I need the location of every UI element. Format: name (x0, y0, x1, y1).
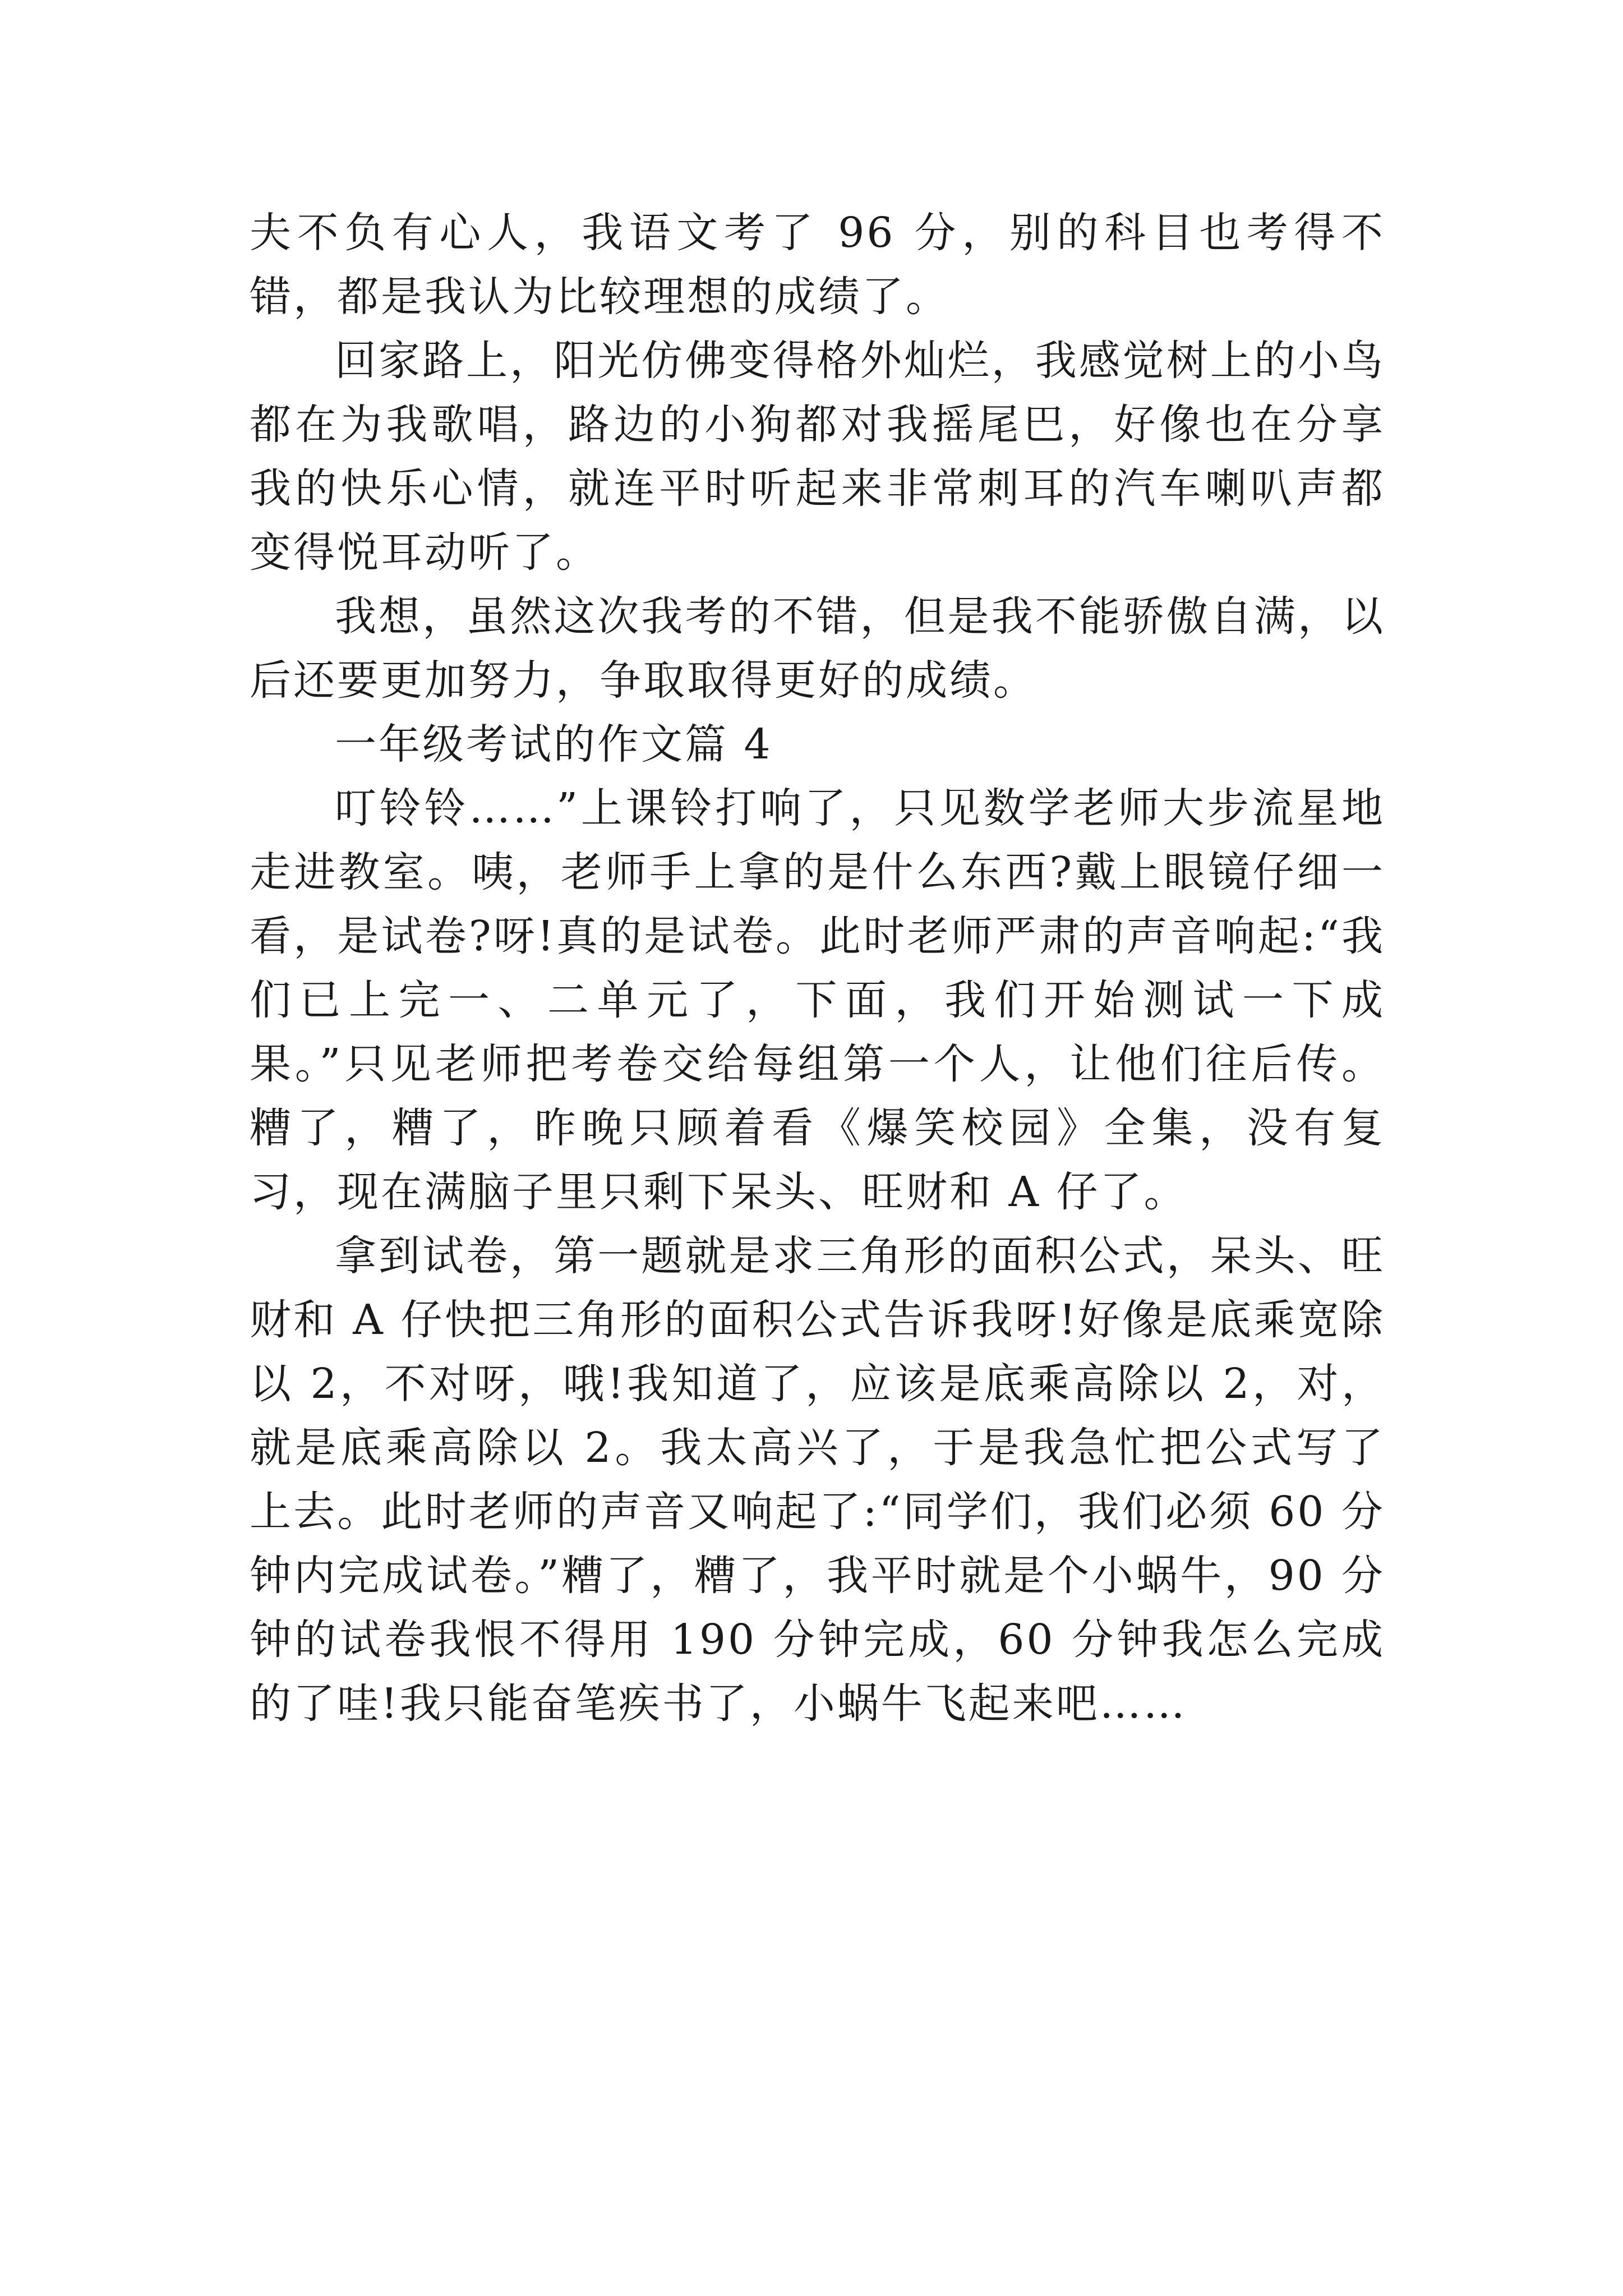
paragraph-5: 拿到试卷，第一题就是求三角形的面积公式，呆头、旺财和 A 仔快把三角形的面积公式告诉我呀!好像是底乘宽除以 2，不对呀，哦!我知道了，应该是底乘高除以 2，对，就是底乘高除以 2。我太高兴了，于是我急忙把公式写了上去。此时老师的声音又响起了:“同学们，我们必须 60 分钟内完成试卷。”糟了，糟了，我平时就是个小蜗牛，90 分钟的试卷我恨不得用 190 分钟完成，60 分钟我怎么完成的了哇!我只能奋笔疾书了，小蜗牛飞起来吧…… (250, 1232, 1385, 1728)
paragraph-2: 回家路上，阳光仿佛变得格外灿烂，我感觉树上的小鸟都在为我歌唱，路边的小狗都对我摇尾巴，好像也在分享我的快乐心情，就连平时听起来非常刺耳的汽车喇叭声都变得悦耳动听了。 (250, 337, 1385, 577)
paragraph-1: 夫不负有心人，我语文考了 96 分，别的科目也考得不错，都是我认为比较理想的成绩了。 (250, 209, 1385, 321)
section-heading: 一年级考试的作文篇 4 (335, 720, 773, 769)
paragraph-4: 叮铃铃……”上课铃打响了，只见数学老师大步流星地走进教室。咦，老师手上拿的是什么东西?戴上眼镜仔细一看，是试卷?呀!真的是试卷。此时老师严肃的声音响起:“我们已上完一、二单元了，下面，我们开始测试一下成果。”只见老师把考卷交给每组第一个人，让他们往后传。糟了，糟了，昨晚只顾着看《爆笑校园》全集，没有复习，现在满脑子里只剩下呆头、旺财和 A 仔了。 (250, 784, 1385, 1216)
document-body (250, 201, 1385, 1736)
paragraph-3: 我想，虽然这次我考的不错，但是我不能骄傲自满，以后还要更加努力，争取取得更好的成绩。 (250, 592, 1385, 705)
